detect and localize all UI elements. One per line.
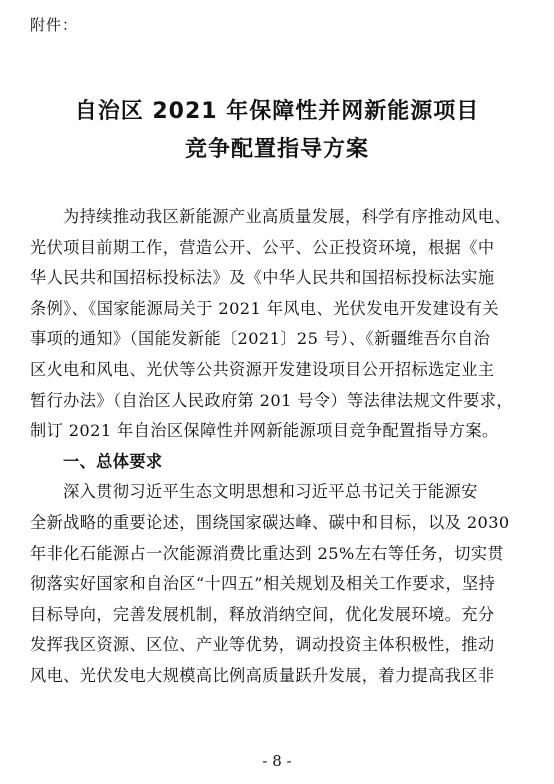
- paragraph-line: 为持续推动我区新能源产业高质量发展，科学有序推动风电、: [63, 207, 511, 226]
- paragraph-line: 发挥我区资源、区位、产业等优势，调动投资主体积极性，推动: [30, 635, 495, 655]
- paragraph-line: 全新战略的重要论述，围绕国家碳达峰、碳中和目标，以及 2030: [30, 512, 510, 532]
- paragraph-line: 深入贯彻习近平生态文明思想和习近平总书记关于能源安: [63, 482, 478, 502]
- paragraph-line: 年非化石能源占一次能源消费比重达到 25%左右等任务，切实贯: [30, 543, 504, 563]
- paragraph-line: 条例》、《国家能源局关于 2021 年风电、光伏发电开发建设有关: [30, 298, 499, 318]
- document-body: [30, 202, 530, 692]
- paragraph-line: 风电、光伏发电大规模高比例高质量跃升发展，着力提高我区非: [30, 665, 495, 685]
- paragraph-line: 暂行办法》（自治区人民政府第 201 号令）等法律法规文件要求，: [30, 390, 513, 410]
- paragraph-line: 华人民共和国招标投标法》及《中华人民共和国招标投标法实施: [30, 268, 495, 288]
- paragraph-line: 彻落实好国家和自治区“十四五”相关规划及相关工作要求，坚持: [30, 574, 496, 594]
- attachment-label: 附件：: [30, 16, 79, 34]
- paragraph-line: 光伏项目前期工作，营造公开、公平、公正投资环境，根据《中: [30, 237, 495, 257]
- document-title-line-1: 自治区 2021 年保障性并网新能源项目: [74, 99, 480, 124]
- paragraph-line: 区火电和风电、光伏等公共资源开发建设项目公开招标选定业主: [30, 359, 495, 379]
- section-heading: 一、总体要求: [63, 451, 163, 471]
- paragraph-line: 目标导向，完善发展机制，释放消纳空间，优化发展环境。充分: [30, 604, 495, 624]
- paragraph-line: 制订 2021 年自治区保障性并网新能源项目竞争配置指导方案。: [30, 421, 499, 441]
- document-title-line-2: 竞争配置指导方案: [184, 137, 369, 162]
- page-number: - 8 -: [262, 752, 292, 770]
- paragraph-line: 事项的通知》（国能发新能〔2021〕25 号）、《新疆维吾尔自治: [30, 329, 491, 349]
